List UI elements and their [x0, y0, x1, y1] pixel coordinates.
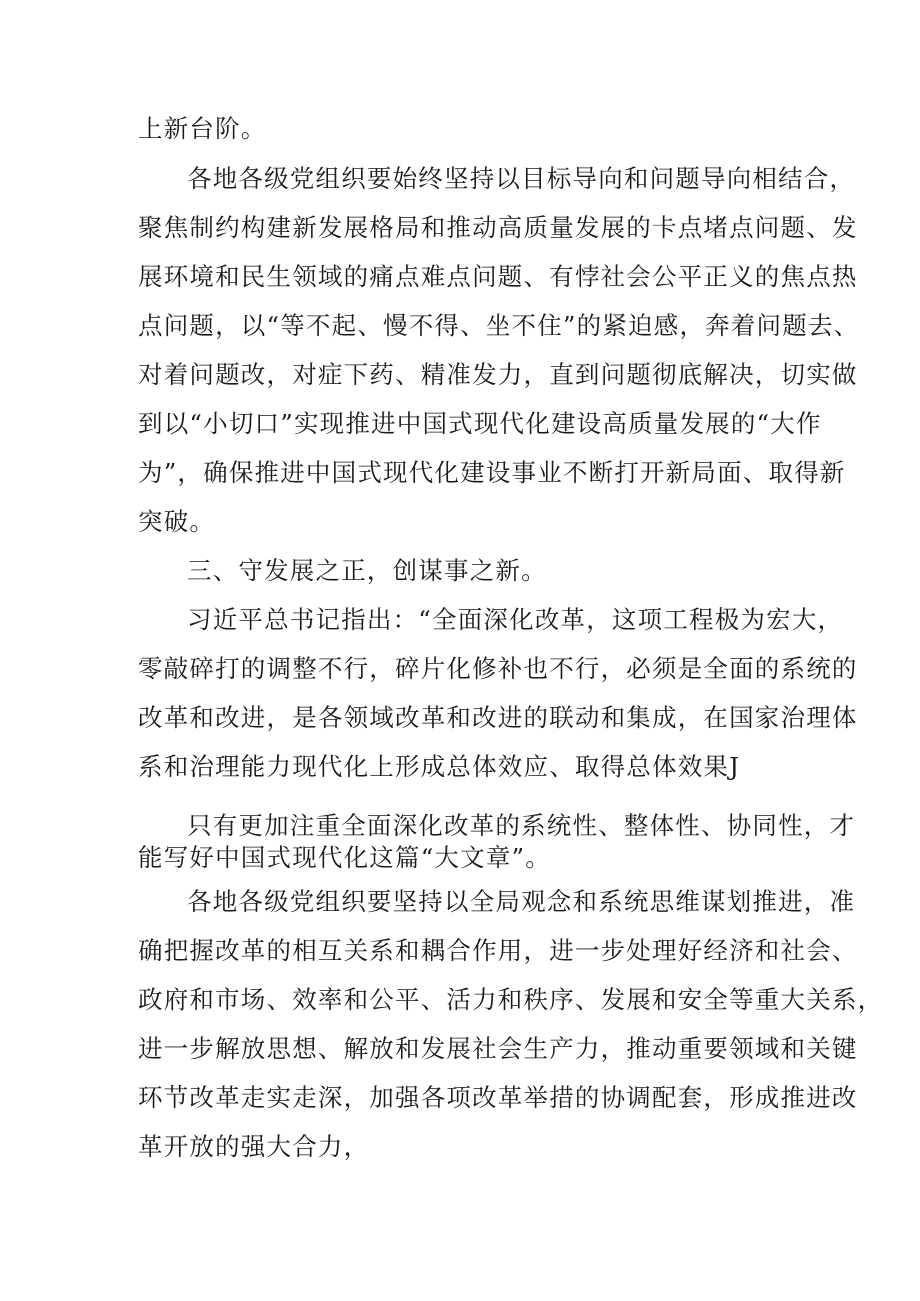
text-line: 上新台阶。 [138, 114, 267, 143]
paragraph-first-line: 只有更加注重全面深化改革的系统性、整体性、协同性，才 [187, 811, 856, 840]
text-line: 展环境和民生领域的痛点难点问题、有悖社会公平正义的焦点热 [138, 262, 858, 291]
text-line: 能写好中国式现代化这篇“大文章”。 [138, 843, 551, 872]
text-line: 确把握改革的相互关系和耦合作用，进一步处理好经济和社会、 [138, 936, 858, 965]
text-line: 环节改革走实走深，加强各项改革举措的协调配套，形成推进改 [138, 1083, 858, 1112]
text-line: 系和治理能力现代化上形成总体效应、取得总体效果J [138, 752, 741, 781]
text-line: 改革和改进，是各领域改革和改进的联动和集成，在国家治理体 [138, 703, 858, 732]
paragraph-first-line: 各地各级党组织要始终坚持以目标导向和问题导向相结合， [187, 164, 856, 193]
section-heading: 三、守发展之正，创谋事之新。 [187, 556, 547, 585]
text-line: 革开放的强大合力， [138, 1132, 370, 1161]
text-line: 突破。 [138, 507, 216, 536]
text-line: 聚焦制约构建新发展格局和推动高质量发展的卡点堵点问题、发 [138, 213, 858, 242]
text-line: 点问题，以“等不起、慢不得、坐不住”的紧迫感，奔着问题去、 [138, 311, 860, 340]
text-line: 政府和市场、效率和公平、活力和秩序、发展和安全等重大关系， [138, 985, 884, 1014]
text-line: 对着问题改，对症下药、精准发力，直到问题彻底解决，切实做 [138, 360, 858, 389]
text-line: 零敲碎打的调整不行，碎片化修补也不行，必须是全面的系统的 [138, 654, 858, 683]
text-line: 为”，确保推进中国式现代化建设事业不断打开新局面、取得新 [138, 458, 846, 487]
paragraph-first-line: 各地各级党组织要坚持以全局观念和系统思维谋划推进，准 [187, 887, 856, 916]
paragraph-first-line: 习近平总书记指出：“全面深化改革，这项工程极为宏大， [187, 605, 844, 634]
text-line: 到以“小切口”实现推进中国式现代化建设高质量发展的“大作 [138, 409, 822, 438]
text-line: 进一步解放思想、解放和发展社会生产力，推动重要领域和关键 [138, 1034, 858, 1063]
